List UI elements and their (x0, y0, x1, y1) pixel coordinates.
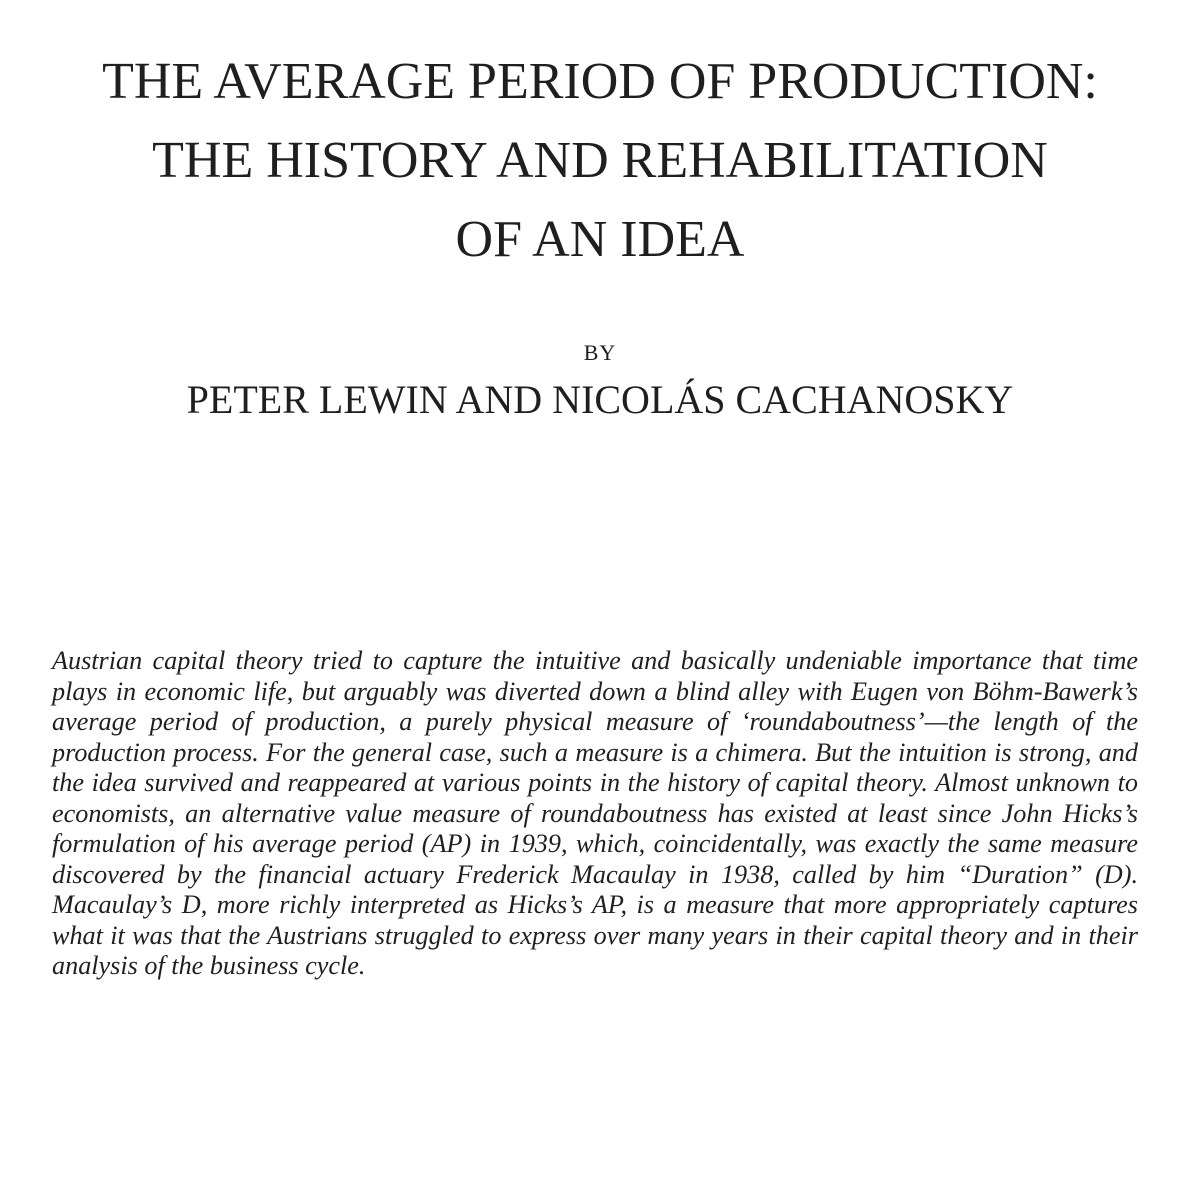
byline-label: BY (583, 340, 617, 365)
paper-title (0, 42, 1200, 279)
title-line-2: THE HISTORY AND REHABILITATION (152, 132, 1048, 189)
title-line-1: THE AVERAGE PERIOD OF PRODUCTION: (102, 53, 1098, 110)
abstract: Austrian capital theory tried to capture the intuitive and basically undeniable importance that time plays in economic life, but arguably was diverted down a blind alley with Eugen von Böhm-Bawerk’s average period of production, a purely physical measure of ‘roundaboutness’—the length of the production process. For the general case, such a measure is a chimera. But the intuition is strong, and the idea survived and reappeared at various points in the history of capital theory. Almost unknown to economists, an alternative value measure of roundaboutness has existed at least since John Hicks’s formulation of his average period (AP) in 1939, which, coincidentally, was exactly the same measure discovered by the financial actuary Frederick Macaulay in 1938, called by him “Duration” (D). Macaulay’s D, more richly interpreted as Hicks’s AP, is a measure that more appropriately captures what it was that the Austrians struggled to express over many years in their capital theory and in their analysis of the business cycle. (52, 646, 1138, 980)
title-line-3: OF AN IDEA (455, 211, 745, 268)
authors: PETER LEWIN AND NICOLÁS CACHANOSKY (186, 377, 1014, 422)
